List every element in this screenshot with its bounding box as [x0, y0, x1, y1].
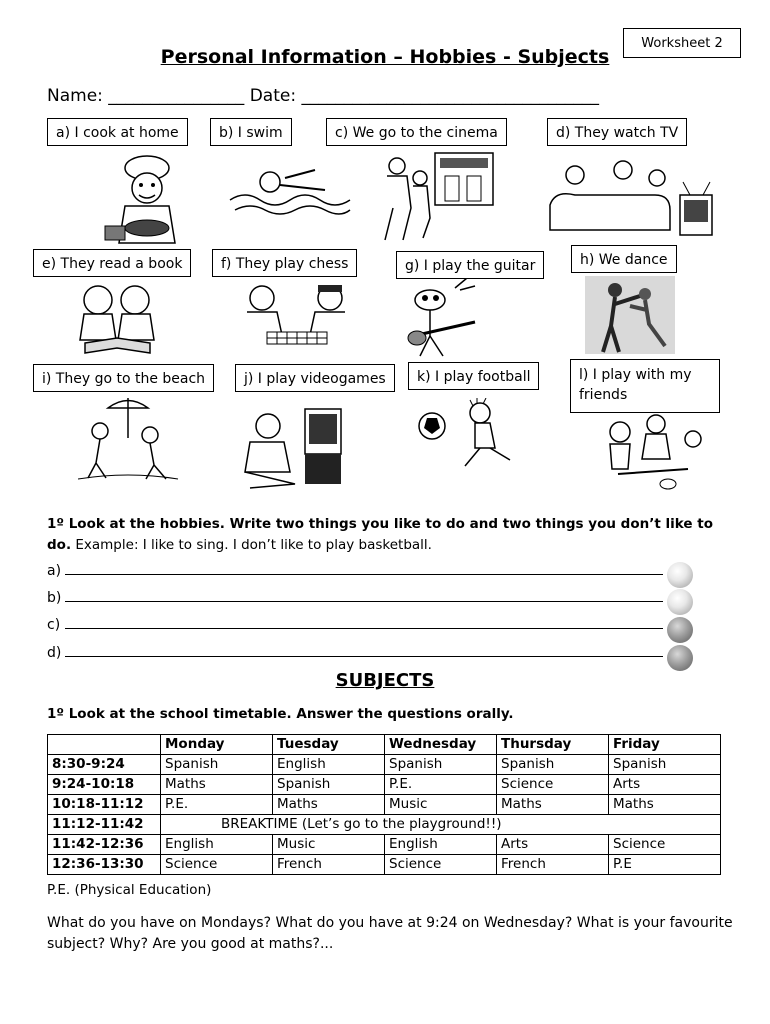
table-row-break — [48, 815, 721, 835]
table-row — [48, 835, 721, 855]
breaktime-cell: BREAKTIME (Let’s go to the playground!!) — [161, 815, 721, 835]
hobby-bubble-c: c) We go to the cinema — [326, 118, 507, 146]
exercise1-instruction — [47, 514, 727, 556]
hobby-bubble-g: g) I play the guitar — [396, 251, 544, 279]
pe-note: P.E. (Physical Education) — [47, 882, 212, 898]
subjects-heading: SUBJECTS — [335, 670, 435, 691]
timetable-header-row — [48, 735, 721, 755]
answer-line-a-label: a) — [47, 563, 62, 579]
cinema-illustration — [375, 148, 500, 243]
subject-cell: Music — [385, 795, 497, 815]
dance-illustration — [585, 276, 675, 354]
guitar-illustration — [395, 278, 485, 360]
exercise2-instruction: 1º Look at the school timetable. Answer the questions orally. — [47, 706, 514, 722]
timetable — [47, 734, 721, 875]
answer-line-d-label: d) — [47, 645, 62, 661]
friends-illustration — [598, 414, 713, 492]
subject-cell: Science — [497, 775, 609, 795]
subject-cell: Spanish — [609, 755, 721, 775]
subject-cell: Arts — [609, 775, 721, 795]
name-date-line: Name: ________________ Date: ___________________________________ — [47, 86, 599, 106]
time-cell: 11:42-12:36 — [48, 835, 161, 855]
day-header: Thursday — [497, 735, 609, 755]
hobby-bubble-j: j) I play videogames — [235, 364, 395, 392]
hobby-bubble-l: l) I play with my friends — [570, 359, 720, 413]
subject-cell: Maths — [273, 795, 385, 815]
worksheet-label: Worksheet 2 — [623, 28, 741, 58]
reading-illustration — [70, 278, 165, 360]
answer-line-c[interactable] — [47, 617, 60, 633]
answer-line-d-rule[interactable] — [65, 656, 663, 657]
subject-cell: Spanish — [273, 775, 385, 795]
happy-face-icon-b — [667, 589, 693, 615]
subject-cell: Science — [609, 835, 721, 855]
time-cell: 10:18-11:12 — [48, 795, 161, 815]
page-title: Personal Information – Hobbies - Subjects — [160, 46, 610, 68]
subject-cell: Maths — [161, 775, 273, 795]
subject-cell: P.E — [609, 855, 721, 875]
time-cell: 12:36-13:30 — [48, 855, 161, 875]
answer-line-a[interactable] — [47, 563, 61, 579]
subject-cell: Music — [273, 835, 385, 855]
hobby-bubble-b: b) I swim — [210, 118, 292, 146]
oral-questions: What do you have on Mondays? What do you have at 9:24 on Wednesday? What is your favourite subject? Why? Are you good at maths?... — [47, 915, 733, 952]
answer-line-b-rule[interactable] — [65, 601, 663, 602]
videogames-illustration — [240, 404, 345, 490]
subject-cell: P.E. — [385, 775, 497, 795]
subject-cell: P.E. — [161, 795, 273, 815]
table-row — [48, 775, 721, 795]
subject-cell: Science — [385, 855, 497, 875]
answer-line-b[interactable] — [47, 590, 61, 606]
football-illustration — [415, 398, 525, 470]
subject-cell: English — [385, 835, 497, 855]
hobby-bubble-e: e) They read a book — [33, 249, 191, 277]
subject-cell: French — [497, 855, 609, 875]
day-header: Monday — [161, 735, 273, 755]
subject-cell: Spanish — [497, 755, 609, 775]
subject-cell: English — [273, 755, 385, 775]
beach-illustration — [78, 393, 180, 481]
chess-illustration — [232, 280, 362, 348]
hobby-bubble-k: k) I play football — [408, 362, 539, 390]
subject-cell: Spanish — [161, 755, 273, 775]
tv-illustration — [545, 150, 717, 242]
subject-cell: Maths — [497, 795, 609, 815]
subject-cell: Science — [161, 855, 273, 875]
table-row — [48, 755, 721, 775]
subject-cell: English — [161, 835, 273, 855]
subject-cell: French — [273, 855, 385, 875]
happy-face-icon-a — [667, 562, 693, 588]
time-cell: 8:30-9:24 — [48, 755, 161, 775]
swim-illustration — [225, 160, 355, 220]
cook-illustration — [95, 148, 195, 246]
sad-face-icon-d — [667, 645, 693, 671]
hobby-bubble-i: i) They go to the beach — [33, 364, 214, 392]
subject-cell: Arts — [497, 835, 609, 855]
answer-line-b-label: b) — [47, 590, 62, 606]
exercise1-example: Example: I like to sing. I don’t like to play basketball. — [71, 537, 432, 553]
timetable-corner-cell — [48, 735, 161, 755]
table-row — [48, 855, 721, 875]
answer-line-a-rule[interactable] — [65, 574, 663, 575]
answer-line-c-label: c) — [47, 617, 61, 633]
subject-cell: Spanish — [385, 755, 497, 775]
exercise1-instruction-bold: 1º Look at the hobbies. Write two things you like to do and two things you don’t like to do. — [47, 516, 713, 553]
time-cell: 9:24-10:18 — [48, 775, 161, 795]
hobby-bubble-f: f) They play chess — [212, 249, 357, 277]
hobby-bubble-d: d) They watch TV — [547, 118, 687, 146]
answer-line-d[interactable] — [47, 645, 61, 661]
hobby-bubble-h: h) We dance — [571, 245, 677, 273]
table-row — [48, 795, 721, 815]
day-header: Tuesday — [273, 735, 385, 755]
hobby-bubble-a: a) I cook at home — [47, 118, 188, 146]
day-header: Wednesday — [385, 735, 497, 755]
day-header: Friday — [609, 735, 721, 755]
time-cell: 11:12-11:42 — [48, 815, 161, 835]
sad-face-icon-c — [667, 617, 693, 643]
subject-cell: Maths — [609, 795, 721, 815]
answer-line-c-rule[interactable] — [65, 628, 663, 629]
